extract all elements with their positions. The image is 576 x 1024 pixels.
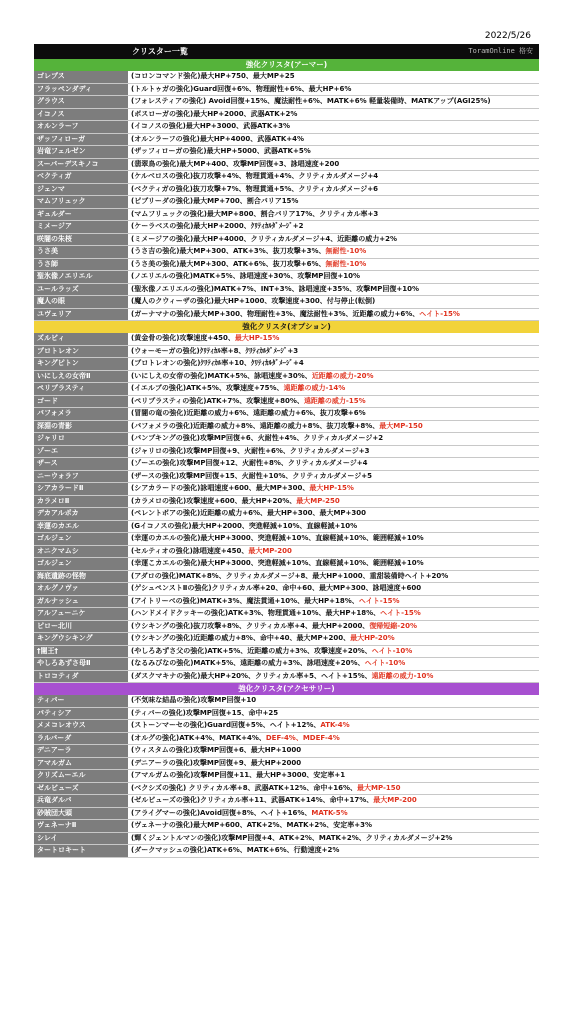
- effect-text: (ペリプラスティの強化)ATK+7%、攻撃速度+80%、: [131, 396, 304, 405]
- crysta-effect: [128, 558, 539, 570]
- effect-text: (ケーラベスの強化)最大HP+2000、ｸﾘﾃｨｶﾙﾀﾞﾒｰｼﾞ+2: [131, 222, 304, 230]
- negative-effect: ATK-4%: [320, 721, 350, 729]
- table-row: [34, 783, 539, 796]
- effect-text: (ベクティガの強化)抜刀攻撃+7%、物理貫通+5%、クリティカルダメージ+6: [131, 184, 378, 193]
- negative-effect: 近距離の威力-20%: [311, 371, 374, 380]
- effect-text: (イコノスの強化)最大HP+3000、武器ATK+3%: [131, 122, 290, 130]
- crysta-effect: [128, 658, 539, 670]
- effect-text: (ジャリロの強化)攻撃MP回復+9、火耐性+6%、クリティカルダメージ+3: [131, 446, 370, 455]
- table-row: [34, 346, 539, 359]
- table-row: [34, 121, 539, 134]
- crysta-name: ミメージア: [34, 221, 128, 233]
- negative-effect: ヘイト-15%: [358, 596, 400, 605]
- table-row: [34, 309, 539, 322]
- negative-effect: ヘイト-15%: [419, 309, 460, 318]
- table-row: [34, 284, 539, 297]
- crysta-name: アマルガム: [34, 758, 128, 770]
- table-row: [34, 458, 539, 471]
- effect-text: (バフォメラの強化)近距離の威力+8%、遠距離の威力+8%、抜刀攻撃+8%、: [131, 421, 380, 430]
- table-row: [34, 733, 539, 746]
- crysta-effect: [128, 583, 539, 595]
- date-label: 2022/5/26: [484, 31, 531, 41]
- effect-text: (ザースの強化)攻撃MP回復+15、火耐性+10%、クリティカルダメージ+5: [131, 471, 372, 480]
- crysta-effect: [128, 271, 539, 283]
- table-row: [34, 720, 539, 733]
- table-row: [34, 471, 539, 484]
- effect-text: (ティバーの強化)攻撃MP回復+15、命中+25: [131, 708, 279, 717]
- negative-effect: 最大MP-150: [379, 421, 423, 430]
- negative-effect: ヘイト-10%: [371, 646, 413, 655]
- section-option: [34, 321, 539, 683]
- crysta-name: ピロー北川: [34, 621, 128, 633]
- crysta-effect: [128, 433, 539, 445]
- crysta-name: デニアーラ: [34, 745, 128, 757]
- effect-text: (ゾーエの強化)攻撃MP回復+12、火耐性+8%、クリティカルダメージ+4: [131, 459, 368, 467]
- table-row: [34, 433, 539, 446]
- effect-text: (不気味な結晶の強化)攻撃MP回復+10: [131, 696, 257, 704]
- crysta-effect: [128, 408, 539, 420]
- crysta-name: シレイ: [34, 833, 128, 845]
- table-row: [34, 608, 539, 621]
- section-title: 強化クリスタ(オプション): [34, 321, 539, 333]
- negative-effect: DEF-4%、MDEF-4%: [265, 733, 340, 742]
- effect-text: (オルンラーフの強化)最大HP+4000、武器ATK+4%: [131, 134, 305, 143]
- effect-text: (うさ美の強化)最大MP+300、ATK+6%、抜刀攻撃+6%、: [131, 259, 326, 268]
- negative-effect: 遠距離の威力-15%: [303, 396, 366, 405]
- table-row: [34, 496, 539, 509]
- effect-text: (アイトリーベの強化)MATK+3%、魔法貫通+10%、最大HP+18%、: [131, 596, 359, 605]
- table-row: [34, 695, 539, 708]
- crysta-name: シアカラードⅡ: [34, 483, 128, 495]
- crysta-name: ジャリロ: [34, 433, 128, 445]
- effect-text: (聖氷像ノエリエルの強化)MATK+7%、INT+3%、詠唱速度+35%、攻撃MP回復+10%: [131, 284, 420, 293]
- header-bar: [34, 44, 539, 59]
- crysta-name: アルフューニケ: [34, 608, 128, 620]
- effect-text: (オルグの強化)ATK+4%、MATK+4%、: [131, 733, 266, 742]
- table-row: [34, 396, 539, 409]
- crysta-name: 魔人の眼: [34, 296, 128, 308]
- crysta-effect: [128, 383, 539, 395]
- crysta-sheet: [34, 28, 539, 858]
- crysta-name: 砂賊団大頭: [34, 808, 128, 820]
- crysta-effect: [128, 571, 539, 583]
- table-row: [34, 745, 539, 758]
- table-row: [34, 96, 539, 109]
- table-row: [34, 134, 539, 147]
- effect-text: (ウィスタムの強化)攻撃MP回復+6、最大HP+1000: [131, 746, 302, 754]
- table-row: [34, 358, 539, 371]
- crysta-effect: [128, 358, 539, 370]
- effect-text: (バンプキングの強化)攻撃MP回復+6、火耐性+4%、クリティカルダメージ+2: [131, 434, 384, 442]
- crysta-name: ヴェネーナⅡ: [34, 820, 128, 832]
- table-row: [34, 159, 539, 172]
- crysta-name: バフォメラ: [34, 408, 128, 420]
- table-row: [34, 845, 539, 858]
- effect-text: (ミメージアの強化)最大HP+4000、クリティカルダメージ+4、近距離の威力+2%: [131, 234, 397, 243]
- crysta-name: 兵竜ダルバ: [34, 795, 128, 807]
- crysta-name: ゴルジェン: [34, 533, 128, 545]
- crysta-effect: [128, 596, 539, 608]
- table-row: [34, 109, 539, 122]
- negative-effect: 無耐性-10%: [325, 247, 367, 255]
- effect-text: (フォレスティアの強化) Avoid回復+15%、魔法耐性+6%、MATK+6% 軽量装備時、MATKアップ(AGI25%): [131, 97, 491, 105]
- negative-effect: ヘイト-15%: [380, 609, 421, 617]
- effect-text: (デニアーラの強化)攻撃MP回復+9、最大HP+2000: [131, 758, 302, 767]
- crysta-effect: [128, 296, 539, 308]
- table-row: [34, 146, 539, 159]
- crysta-effect: [128, 833, 539, 845]
- crysta-name: メメコレオウス: [34, 720, 128, 732]
- negative-effect: 最大MP-200: [248, 546, 292, 555]
- crysta-effect: [128, 234, 539, 246]
- effect-text: (ベクシズの強化) クリティカル率+8、武器ATK+12%、命中+16%、: [131, 783, 357, 792]
- table-row: [34, 408, 539, 421]
- crysta-name: タートロキート: [34, 845, 128, 857]
- effect-text: (セルティオの強化)詠唱速度+450、: [131, 546, 249, 555]
- crysta-name: パティシア: [34, 708, 128, 720]
- crysta-effect: [128, 96, 539, 108]
- sheet-title: クリスター一覧: [132, 47, 188, 56]
- crysta-name: トロコティダ: [34, 671, 128, 683]
- effect-text: (ウシキングの強化)近距離の威力+8%、命中+40、最大MP+200、: [131, 634, 351, 642]
- negative-effect: 最大MP-250: [296, 496, 340, 505]
- crysta-name: フラッペンダディ: [34, 84, 128, 96]
- table-row: [34, 421, 539, 434]
- crysta-effect: [128, 508, 539, 520]
- section-title: 強化クリスタ(アクセサリー): [34, 683, 539, 695]
- table-row: [34, 383, 539, 396]
- crysta-name: ギュルダー: [34, 209, 128, 221]
- table-row: [34, 633, 539, 646]
- negative-effect: 遠距離の威力-10%: [371, 671, 434, 680]
- crysta-effect: [128, 845, 539, 857]
- crysta-name: うさ美: [34, 246, 128, 258]
- effect-text: (コロンコマンド強化)最大HP+750、最大MP+25: [131, 72, 295, 80]
- effect-text: (ダスクマキナの強化)最大HP+20%、クリティカル率+5、ヘイト+15%、: [131, 671, 372, 680]
- crysta-name: グラウス: [34, 96, 128, 108]
- crysta-name: やしろあずさ母Ⅱ: [34, 658, 128, 670]
- crysta-name: キングピトン: [34, 358, 128, 370]
- crysta-effect: [128, 221, 539, 233]
- crysta-effect: [128, 671, 539, 683]
- table-row: [34, 171, 539, 184]
- crysta-effect: [128, 121, 539, 133]
- effect-text: (Gイコノスの強化)最大HP+2000、突進軽減+10%、直線軽減+10%: [131, 521, 358, 530]
- crysta-name: いにしえの女帝Ⅱ: [34, 371, 128, 383]
- crysta-name: ガルナッシュ: [34, 596, 128, 608]
- effect-text: (アダロの強化)MATK+8%、クリティカルダメージ+8、最大HP+1000、重甜装備時ヘイト+20%: [131, 571, 449, 580]
- crysta-name: ベクティガ: [34, 171, 128, 183]
- crysta-effect: [128, 471, 539, 483]
- crysta-name: ジェンマ: [34, 184, 128, 196]
- crysta-effect: [128, 159, 539, 171]
- effect-text: (ウォーモーガの強化)ｸﾘﾃｨｶﾙ率+8、ｸﾘﾃｨｶﾙﾀﾞﾒｰｼﾞ+3: [131, 346, 299, 355]
- table-row: [34, 483, 539, 496]
- crysta-name: オルグノヴァ: [34, 583, 128, 595]
- effect-text: (黄金骨の強化)攻撃速度+450、: [131, 334, 235, 342]
- table-row: [34, 234, 539, 247]
- crysta-effect: [128, 758, 539, 770]
- crysta-name: ティバー: [34, 695, 128, 707]
- crysta-name: ゼルビューズ: [34, 783, 128, 795]
- crysta-effect: [128, 371, 539, 383]
- crysta-name: 幸運のカエル: [34, 521, 128, 533]
- sections-container: [34, 59, 539, 858]
- crysta-effect: [128, 184, 539, 196]
- effect-text: (マムフリュックの強化)最大MP+800、割合バリア17%、クリティカル率+3: [131, 209, 379, 218]
- crysta-name: 聖氷像ノエリエル: [34, 271, 128, 283]
- crysta-name: キングウシキング: [34, 633, 128, 645]
- table-row: [34, 521, 539, 534]
- crysta-name: プロトレオン: [34, 346, 128, 358]
- table-row: [34, 808, 539, 821]
- crysta-name: ゾーエ: [34, 446, 128, 458]
- effect-text: (ゼルビューズの強化)クリティカル率+11、武器ATK+14%、命中+17%、: [131, 796, 374, 804]
- effect-text: (イエルブの強化)ATK+5%、攻撃速度+75%、: [131, 384, 284, 392]
- crysta-effect: [128, 446, 539, 458]
- table-row: [34, 596, 539, 609]
- negative-effect: 最大HP-15%: [234, 334, 280, 342]
- effect-text: (やしろあずさ父の強化)ATK+5%、近距離の威力+3%、攻撃速度+20%、: [131, 646, 372, 655]
- effect-text: (翡翠鳥の強化)最大MP+400、攻撃MP回復+3、詠唱速度+200: [131, 159, 340, 168]
- negative-effect: 最大HP-15%: [309, 484, 354, 492]
- effect-text: (アマルガムの強化)攻撃MP回復+11、最大HP+3000、安定率+1: [131, 771, 346, 779]
- crysta-name: 咲闇の朱桜: [34, 234, 128, 246]
- crysta-effect: [128, 496, 539, 508]
- crysta-effect: [128, 770, 539, 782]
- section-title: 強化クリスタ(アーマー): [34, 59, 539, 71]
- crysta-name: 深淵の青影: [34, 421, 128, 433]
- effect-text: (ガーナマナの強化)最大MP+300、物理耐性+3%、魔法耐性+3%、近距離の威力+6%、: [131, 309, 420, 318]
- crysta-name: 海底遺跡の怪物: [34, 571, 128, 583]
- table-row: [34, 583, 539, 596]
- table-row: [34, 184, 539, 197]
- table-row: [34, 571, 539, 584]
- effect-text: (カラメロの強化)攻撃速度+600、最大HP+20%、: [131, 496, 297, 505]
- section-armor: [34, 59, 539, 321]
- table-row: [34, 246, 539, 259]
- table-row: [34, 508, 539, 521]
- crysta-effect: [128, 209, 539, 221]
- effect-text: (ゲシュペンストⅡの強化)クリティカル率+20、命中+60、最大MP+300、詠唱速度+600: [131, 584, 422, 592]
- crysta-effect: [128, 396, 539, 408]
- negative-effect: 最大HP-20%: [350, 634, 395, 642]
- crysta-name: ペリプラスティ: [34, 383, 128, 395]
- table-row: [34, 646, 539, 659]
- table-row: [34, 296, 539, 309]
- crysta-name: カラメロⅡ: [34, 496, 128, 508]
- effect-text: (幸運のカエルの強化)最大HP+3000、突進軽減+10%、直線軽減+10%、範囲軽減+10%: [131, 534, 424, 542]
- crysta-name: スーパーデスキノコ: [34, 159, 128, 171]
- table-row: [34, 770, 539, 783]
- crysta-effect: [128, 521, 539, 533]
- effect-text: (魔人のクウィーザの強化)最大HP+1000、攻撃速度+300、付与停止(転倒): [131, 297, 376, 305]
- crysta-effect: [128, 346, 539, 358]
- effect-text: (いにしえの女帝の強化)MATK+5%、詠唱速度+30%、: [131, 371, 312, 380]
- table-row: [34, 558, 539, 571]
- effect-text: (幸運こカエルの強化)最大HP+3000、突進軽減+10%、直線軽減+10%、範囲軽減+10%: [131, 559, 424, 567]
- effect-text: (ウシキングの強化)抜刀攻撃+8%、クリティカル率+4、最大HP+2000、: [131, 621, 370, 630]
- negative-effect: 最大MP-150: [356, 783, 401, 792]
- table-row: [34, 820, 539, 833]
- crysta-effect: [128, 608, 539, 620]
- effect-text: (輝くジェントルマンの強化)攻撃MP回復+4、ATK+2%、MATK+2%、クリティカルダメージ+2%: [131, 833, 453, 842]
- crysta-effect: [128, 733, 539, 745]
- crysta-name: ザッフィローガ: [34, 134, 128, 146]
- crysta-effect: [128, 795, 539, 807]
- crysta-name: デカアルポカ: [34, 508, 128, 520]
- effect-text: (ハンドメイドクッキーの強化)ATK+3%、物理貫通+10%、最大HP+18%、: [131, 609, 381, 617]
- crysta-name: うさ師: [34, 259, 128, 271]
- effect-text: (ピブリーダの強化)最大MP+700、割合バリア15%: [131, 197, 299, 205]
- effect-text: (アライグマーの強化)Avoid回復+8%、ヘイト+16%、: [131, 808, 312, 817]
- table-row: [34, 446, 539, 459]
- crysta-name: 岩竜フェルゼン: [34, 146, 128, 158]
- crysta-effect: [128, 458, 539, 470]
- table-row: [34, 196, 539, 209]
- negative-effect: 最大MP-200: [373, 796, 417, 804]
- crysta-effect: [128, 333, 539, 345]
- crysta-effect: [128, 621, 539, 633]
- effect-text: (ケルベロスの強化)抜刀攻撃+4%、物理貫通+4%、クリティカルダメージ+4: [131, 172, 379, 180]
- crysta-name: †闇王†: [34, 646, 128, 658]
- crysta-effect: [128, 546, 539, 558]
- crysta-name: オルンラーフ: [34, 121, 128, 133]
- crysta-effect: [128, 695, 539, 707]
- crysta-effect: [128, 745, 539, 757]
- crysta-effect: [128, 71, 539, 83]
- crysta-effect: [128, 146, 539, 158]
- crysta-effect: [128, 720, 539, 732]
- table-row: [34, 209, 539, 222]
- table-row: [34, 84, 539, 97]
- table-row: [34, 71, 539, 84]
- effect-text: (ヴェネーナの強化)最大MP+600、ATK+2%、MATK+2%、安定率+3%: [131, 821, 373, 829]
- negative-effect: 遠距離の威力-14%: [283, 384, 346, 392]
- table-row: [34, 621, 539, 634]
- crysta-name: ラルバーダ: [34, 733, 128, 745]
- crysta-effect: [128, 246, 539, 258]
- crysta-effect: [128, 783, 539, 795]
- table-row: [34, 671, 539, 684]
- effect-text: (プロトレオンの強化)ｸﾘﾃｨｶﾙ率+10、ｸﾘﾃｨｶﾙﾀﾞﾒｰｼﾞ+4: [131, 359, 304, 367]
- table-row: [34, 758, 539, 771]
- effect-text: (ストーンマーセの強化)Guard回復+5%、ヘイト+12%、: [131, 721, 321, 729]
- crysta-effect: [128, 533, 539, 545]
- crysta-name: ズルビィ: [34, 333, 128, 345]
- crysta-effect: [128, 284, 539, 296]
- table-row: [34, 795, 539, 808]
- table-row: [34, 533, 539, 546]
- crysta-name: ゴード: [34, 396, 128, 408]
- crysta-effect: [128, 708, 539, 720]
- crysta-effect: [128, 820, 539, 832]
- crysta-name: ザース: [34, 458, 128, 470]
- effect-text: (うさ吉の強化)最大MP+300、ATK+3%、抜刀攻撃+3%、: [131, 247, 326, 255]
- negative-effect: MATK-5%: [311, 808, 348, 817]
- crysta-effect: [128, 259, 539, 271]
- section-accessory: [34, 683, 539, 858]
- crysta-effect: [128, 84, 539, 96]
- table-row: [34, 658, 539, 671]
- effect-text: (トルトゥガの強化)Guard回復+6%、物理耐性+6%、最大HP+6%: [131, 84, 352, 93]
- crysta-name: マムフリュック: [34, 196, 128, 208]
- effect-text: (シアカラードの強化)詠唱速度+600、最大MP+300、: [131, 484, 310, 492]
- crysta-effect: [128, 309, 539, 321]
- crysta-effect: [128, 483, 539, 495]
- table-row: [34, 546, 539, 559]
- effect-text: (ダークマッシュの強化)ATK+6%、MATK+6%、行動速度+2%: [131, 846, 340, 854]
- crysta-name: クリズムーエル: [34, 770, 128, 782]
- table-row: [34, 708, 539, 721]
- table-row: [34, 221, 539, 234]
- effect-text: (ノエリエルの強化)MATK+5%、詠唱速度+30%、攻撃MP回復+10%: [131, 272, 361, 280]
- effect-text: (ザッフィローガの強化)最大HP+5000、武器ATK+5%: [131, 147, 311, 155]
- crysta-effect: [128, 196, 539, 208]
- negative-effect: ヘイト-10%: [364, 659, 406, 667]
- crysta-effect: [128, 633, 539, 645]
- negative-effect: 復帰短縮-20%: [369, 621, 417, 630]
- crysta-name: ユールラッズ: [34, 284, 128, 296]
- crysta-effect: [128, 808, 539, 820]
- crysta-effect: [128, 134, 539, 146]
- crysta-effect: [128, 421, 539, 433]
- crysta-name: ゴルジェン: [34, 558, 128, 570]
- effect-text: (ボスローガの強化)最大HP+2000、武器ATK+2%: [131, 109, 298, 118]
- crysta-name: イコノス: [34, 109, 128, 121]
- crysta-effect: [128, 109, 539, 121]
- table-row: [34, 271, 539, 284]
- negative-effect: 無耐性-10%: [325, 259, 367, 268]
- effect-text: (ペレントボアの強化)近距離の威力+6%、最大HP+300、最大MP+300: [131, 509, 367, 517]
- crysta-name: ユヴェリア: [34, 309, 128, 321]
- crysta-name: オニクマムシ: [34, 546, 128, 558]
- author-label: ToramOnline 格安: [468, 47, 533, 55]
- crysta-effect: [128, 646, 539, 658]
- table-row: [34, 333, 539, 346]
- table-row: [34, 259, 539, 272]
- crysta-name: ニーウォラフ: [34, 471, 128, 483]
- crysta-name: ゴレプス: [34, 71, 128, 83]
- effect-text: (なるみびなの強化)MATK+5%、遠距離の威力+3%、詠唱速度+20%、: [131, 659, 365, 667]
- effect-text: (冒闇の竜の強化)近距離の威力+6%、遠距離の威力+6%、抜刀攻撃+6%: [131, 409, 366, 417]
- table-row: [34, 371, 539, 384]
- crysta-effect: [128, 171, 539, 183]
- table-row: [34, 833, 539, 846]
